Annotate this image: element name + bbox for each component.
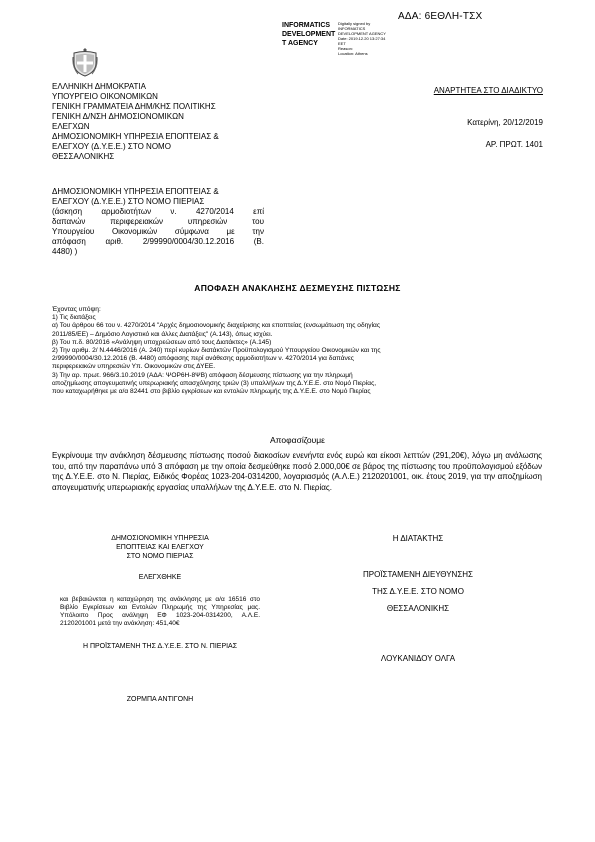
considering-line: 2) Την αριθμ. 2/ Ν.4446/2016 (Α. 240) περί κυρίων διατάκτών Προϋπολογισμού Υπουργείου Οικονομικών και της (52, 347, 381, 355)
unit-line: ΣΤΟ ΝΟΜΟ ΠΙΕΡΙΑΣ (126, 553, 194, 560)
considering-line: 1) Τις διατάξεις (52, 314, 96, 322)
authority-line: Υπουργείου Οικονομικών σύμφωνα με την (52, 227, 264, 236)
considering-line: β) Του π.δ. 80/2016 «Ανάληψη υποχρεώσεων από τους Διατάκτες» (Α.145) (52, 338, 272, 346)
issuer-header (52, 82, 277, 162)
publish-online-note: ΑΝΑΡΤΗΤΕΑ ΣΤΟ ΔΙΑΔΙΚΤΥΟ (433, 86, 543, 95)
header-line: ΕΛΛΗΝΙΚΗ ΔΗΜΟΚΡΑΤΙΑ (52, 82, 146, 91)
head-of-unit-title: Η ΠΡΟΪΣΤΑΜΕΝΗ ΤΗΣ Δ.Υ.Ε.Ε. ΣΤΟ Ν. ΠΙΕΡΙΑΣ (82, 643, 238, 650)
authority-line: 4480) ) (52, 247, 78, 256)
authorizer-role: Η ΔΙΑΤΑΚΤΗΣ (392, 534, 444, 543)
authorizer-title-line: ΠΡΟΪΣΤΑΜΕΝΗ ΔΙΕΥΘΥΝΣΗΣ (362, 570, 473, 579)
stamp-line: DEVELOPMENT (282, 31, 336, 38)
signatory-name: ΖΟΡΜΠΑ ΑΝΤΙΓΟΝΗ (126, 696, 194, 703)
stamp-detail-line: EET (338, 41, 346, 46)
authority-line: ΕΛΕΓΧΟΥ (Δ.Υ.Ε.Ε.) ΣΤΟ ΝΟΜΟ ΠΙΕΡΙΑΣ (52, 197, 205, 206)
digital-signature-stamp-org (282, 21, 335, 48)
stamp-detail-line: INFORMATICS (338, 26, 366, 31)
considering-line: 3) Την αρ. πρωτ. 966/3.10.2019 (ΑΔΑ: ΨΟΡ6Η-8ΨΒ) απόφαση δέσμευσης πίστωσης για την πληρωμή (52, 371, 353, 379)
protocol-number: ΑΡ. ΠΡΩΤ. 1401 (485, 140, 543, 149)
considering-line: 2/99990/0004/30.12.2016 (Β. 4480) απόφασης περί ανάθεσης αρμοδιοτήτων ν. 4270/2014 για δαπάνες (52, 355, 354, 363)
header-line: ΔΗΜΟΣΙΟΝΟΜΙΚΗ ΥΠΗΡΕΣΙΑ ΕΠΟΠΤΕΙΑΣ & (52, 132, 219, 141)
header-line: ΘΕΣΣΑΛΟΝΙΚΗΣ (52, 152, 115, 161)
authority-line: απόφαση αριθ. 2/99990/0004/30.12.2016 (Β. (52, 237, 264, 246)
decision-heading: Αποφασίζουμε (270, 435, 325, 445)
authorizer-title-line: ΘΕΣΣΑΛΟΝΙΚΗΣ (386, 604, 450, 613)
stamp-detail-line: Reason: (338, 46, 353, 51)
stamp-detail-line: DEVELOPMENT AGENCY (338, 31, 386, 36)
signature-block-controller (60, 534, 260, 704)
authorizer-name: ΛΟΥΚΑΝΙΔΟΥ ΟΛΓΑ (380, 654, 456, 663)
unit-line: ΕΠΟΠΤΕΙΑΣ ΚΑΙ ΕΛΕΓΧΟΥ (116, 544, 204, 551)
document-title: ΑΠΟΦΑΣΗ ΑΝΑΚΛΗΣΗΣ ΔΕΣΜΕΥΣΗΣ ΠΙΣΤΩΣΗΣ (194, 283, 401, 293)
header-line: ΕΛΕΓΧΟΥ (Δ.Υ.Ε.Ε.) ΣΤΟ ΝΟΜΟ (52, 142, 171, 151)
considering-line: α) Του άρθρου 66 του ν. 4270/2014 "Αρχές δημοσιονομικής διαχείρισης και εποπτείας (ενσωμάτωση της οδηγίας (52, 322, 381, 330)
header-line: ΕΛΕΓΧΩΝ (52, 122, 90, 131)
considering-line: αποζημίωσης απογευματινής υπερωριακής απασχόλησης τριών (3) υπαλλήλων της Δ.Υ.Ε.Ε. στο Νομό Πιερίας, (52, 379, 377, 387)
considering-line: περιφερειακών υπηρεσιών Υπ. Οικονομικών στις ΔΥΕΕ. (52, 363, 216, 371)
considering-line: που καταχωρήθηκε με α/α 82441 στο βιβλίο εγκρίσεων και εντολών πληρωμής της Δ.Υ.Ε.Ε. στο Νομό Πιερίας (52, 388, 371, 396)
signature-block-authorizer (318, 534, 518, 664)
greek-coat-of-arms-icon (72, 47, 98, 77)
ada-code: ΑΔΑ: 6ΕΘΛΗ-ΤΣΧ (398, 11, 483, 22)
header-line: ΓΕΝΙΚΗ Δ/ΝΣΗ ΔΗΜΟΣΙΟΝΟΜΙΚΩΝ (52, 112, 184, 121)
checked-label: ΕΛΕΓΧΘΗΚΕ (138, 574, 182, 581)
document-date: Κατερίνη, 20/12/2019 (467, 118, 543, 127)
document-meta (434, 86, 543, 150)
stamp-line: INFORMATICS (282, 22, 331, 29)
considering-line: 2011/85/ΕΕ) – Δημόσιο Λογιστικό και άλλες Διατάξεις" (Α.143), όπως ισχύει. (52, 330, 273, 338)
stamp-detail-line: Date: 2019.12.20 13:27:34 (338, 36, 386, 41)
decision-body: Εγκρίνουμε την ανάκληση δέσμευσης πίστωσης ποσού διακοσίων ενενήντα ενός ευρώ και είκοσι λεπτών (291,20€), λόγω μη ανάλωσης του, από την παραπάνω υπό 3 απόφαση με την οποία δεσμεύθηκε ποσό 2.000,00€ σε βάρος της πίστωσης του προϋπολογισμού εξόδων της Δ.Υ.Ε.Ε. στο Ν. Πιερίας, Ειδικός Φορέας 1023-204-0314200, λογαριασμός (Α.Λ.Ε.) 2120201001, οικ. έτους 2019, για την αποζημίωση απογευματινής υπερωριακής εργασίας υπαλλήλων της Δ.Υ.Ε.Ε. στο Ν. Πιερίας. (52, 451, 542, 492)
stamp-detail-line: Digitally signed by (338, 21, 371, 26)
stamp-detail-line: Location: Athens (338, 51, 368, 56)
header-line: ΥΠΟΥΡΓΕΙΟ ΟΙΚΟΝΟΜΙΚΩΝ (52, 92, 158, 101)
authority-line: (άσκηση αρμοδιοτήτων ν. 4270/2014 επί (52, 207, 264, 216)
authority-line: ΔΗΜΟΣΙΟΝΟΜΙΚΗ ΥΠΗΡΕΣΙΑ ΕΠΟΠΤΕΙΑΣ & (52, 187, 219, 196)
considering-line: Έχοντας υπόψη: (52, 306, 101, 313)
unit-line: ΔΗΜΟΣΙΟΝΟΜΙΚΗ ΥΠΗΡΕΣΙΑ (111, 535, 209, 542)
digital-signature-stamp-details (338, 21, 386, 56)
considering-section (52, 306, 542, 396)
authority-line: δαπανών περιφερειακών υπηρεσιών του (52, 217, 264, 226)
authorizer-title-line: ΤΗΣ Δ.Υ.Ε.Ε. ΣΤΟ ΝΟΜΟ (372, 587, 464, 596)
authority-block (52, 187, 264, 257)
registration-note: και βεβαιώνεται η καταχώρηση της ανάκλησης με α/α 16516 στο Βιβλίο Εγκρίσεων και Εντολών Πληρωμής της Υπηρεσίας μας. Υπόλοιπο Προς ανάληψη ΕΦ 1023-204-0314200, Α.Λ.Ε. 2120201001 μετά την ανάκληση: 451,40€ (60, 596, 260, 627)
header-line: ΓΕΝΙΚΗ ΓΡΑΜΜΑΤΕΙΑ ΔΗΜ/ΚΗΣ ΠΟΛΙΤΙΚΗΣ (52, 102, 216, 111)
stamp-line: T AGENCY (282, 40, 318, 47)
